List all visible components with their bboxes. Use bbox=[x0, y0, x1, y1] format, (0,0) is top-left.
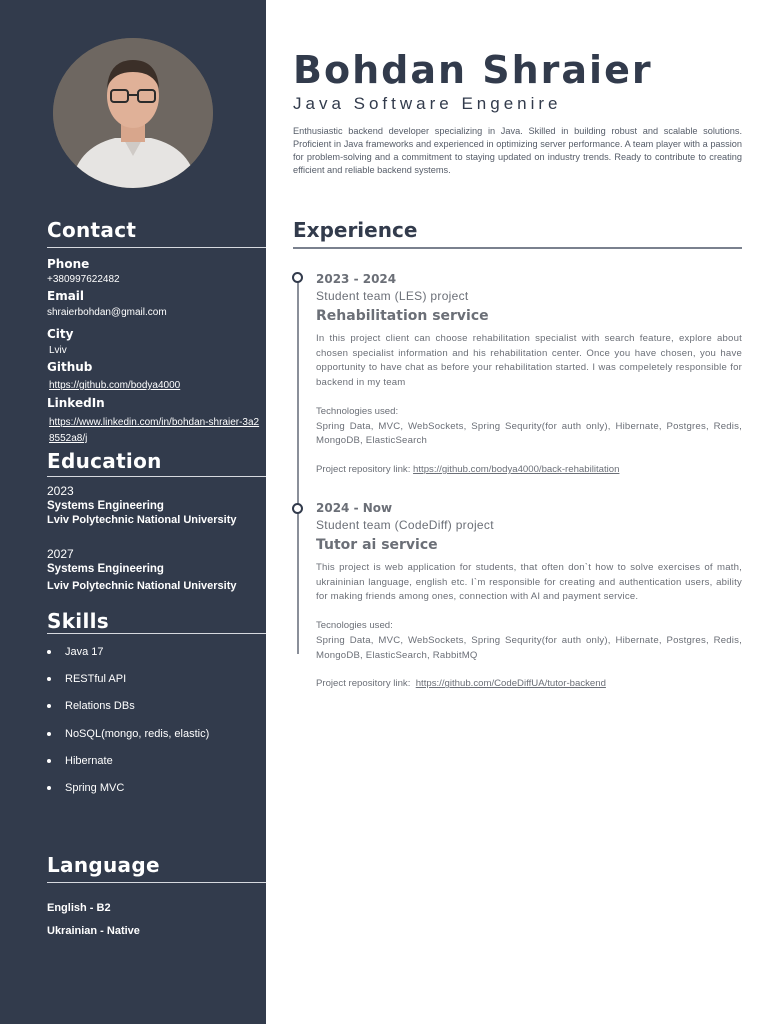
experience-entry bbox=[316, 272, 742, 478]
job-title: Rehabilitation service bbox=[316, 308, 489, 324]
skills-list bbox=[47, 643, 209, 806]
job-description: In this project client can choose rehabilitation specialist with search feature, explore about chosen specialist information and his rehabilitation center. Once you have chosen, you have opportunity to have chat as before your rehabilitation started. I was compeletely responsible for backend in my team bbox=[316, 333, 742, 389]
email-value[interactable]: shraierbohdan@gmail.com bbox=[47, 307, 167, 318]
job-title: Tutor ai service bbox=[316, 537, 438, 553]
github-label: Github bbox=[47, 360, 93, 374]
language-item: English - B2 bbox=[47, 902, 111, 914]
skill-label: Hibernate bbox=[65, 754, 113, 767]
skill-item bbox=[47, 779, 209, 806]
experience-entry bbox=[316, 501, 742, 692]
bullet-icon bbox=[47, 786, 51, 790]
bullet-icon bbox=[47, 759, 51, 763]
timeline-node-icon bbox=[292, 272, 303, 283]
education-field: Systems Engineering bbox=[47, 500, 164, 512]
education-field: Systems Engineering bbox=[47, 563, 164, 575]
skills-divider bbox=[47, 633, 266, 634]
skill-item bbox=[47, 752, 209, 779]
job-tech-label: Tecnologies used: bbox=[316, 620, 393, 632]
skill-item bbox=[47, 725, 209, 752]
education-year: 2027 bbox=[47, 547, 74, 561]
city-label: City bbox=[47, 327, 74, 341]
job-repo bbox=[316, 677, 742, 692]
education-divider bbox=[47, 476, 266, 477]
experience-divider bbox=[293, 247, 742, 249]
job-role: Java Software Engenire bbox=[293, 94, 562, 113]
education-heading: Education bbox=[47, 449, 162, 473]
language-item: Ukrainian - Native bbox=[47, 925, 140, 937]
city-value: Lviv bbox=[49, 345, 67, 356]
job-tech-list: Spring Data, MVC, WebSockets, Spring Sequrity(for auth only), Hibernate, Postgres, Redis, MongoDB, ElasticSearch bbox=[316, 420, 742, 447]
job-tech-list: Spring Data, MVC, WebSockets, Spring Sequrity(for auth only), Hibernate, Postgres, Redis, MongoDB, ElasticSearch, RabbitMQ bbox=[316, 634, 742, 661]
job-team: Student team (LES) project bbox=[316, 289, 469, 303]
skills-heading: Skills bbox=[47, 609, 109, 633]
job-tech-label: Technologies used: bbox=[316, 405, 399, 417]
education-university: Lviv Polytechnic National University bbox=[47, 514, 237, 526]
job-team: Student team (CodeDiff) project bbox=[316, 518, 494, 532]
github-link[interactable]: https://github.com/bodya4000 bbox=[49, 380, 181, 391]
phone-value: +380997622482 bbox=[47, 274, 120, 285]
job-repo bbox=[316, 463, 742, 478]
phone-label: Phone bbox=[47, 257, 90, 271]
person-name: Bohdan Shraier bbox=[293, 48, 653, 92]
experience-heading: Experience bbox=[293, 218, 418, 242]
linkedin-link[interactable]: https://www.linkedin.com/in/bohdan-shraier-3a28552a8/j bbox=[49, 417, 260, 444]
sidebar bbox=[0, 0, 266, 1024]
skill-label: Java 17 bbox=[65, 646, 104, 658]
job-period: 2023 - 2024 bbox=[316, 272, 397, 286]
bullet-icon bbox=[47, 677, 51, 681]
skill-label: Spring MVC bbox=[65, 781, 125, 794]
job-repo-link[interactable]: https://github.com/CodeDiffUA/tutor-backend bbox=[415, 678, 606, 690]
education-university: Lviv Polytechnic National University bbox=[47, 580, 237, 592]
email-label: Email bbox=[47, 289, 85, 303]
job-description: This project is web application for students, that often don`t how to solve exercises of math, ukraininian language, english etc. I`m responsible for creating and authentication users, ability for making friends among ones, connection with AI and payment service. bbox=[316, 562, 742, 603]
job-repo-link[interactable]: https://github.com/bodya4000/back-rehabilitation bbox=[413, 463, 620, 475]
skill-label: Relations DBs bbox=[65, 700, 135, 713]
profile-photo bbox=[53, 38, 213, 188]
profile-summary: Enthusiastic backend developer specializing in Java. Skilled in building robust and scalable solutions. Proficient in Java frameworks and experienced in optimizing server performance. A team player with a passion for problem-solving and a commitment to staying updated on industry trends. Ready to contribute to creating efficient and reliable backend systems. bbox=[293, 126, 742, 175]
bullet-icon bbox=[47, 650, 51, 654]
education-year: 2023 bbox=[47, 484, 74, 498]
language-heading: Language bbox=[47, 853, 160, 877]
contact-heading: Contact bbox=[47, 218, 137, 242]
job-repo-label: Project repository link: bbox=[316, 678, 416, 690]
bullet-icon bbox=[47, 704, 51, 708]
skill-label: NoSQL(mongo, redis, elastic) bbox=[65, 727, 210, 740]
job-period: 2024 - Now bbox=[316, 501, 393, 515]
bullet-icon bbox=[47, 732, 51, 736]
skill-label: RESTful API bbox=[65, 673, 127, 686]
timeline-node-icon bbox=[292, 503, 303, 514]
language-divider bbox=[47, 882, 266, 883]
skill-item bbox=[47, 670, 209, 697]
contact-divider bbox=[47, 247, 266, 248]
skill-item bbox=[47, 643, 209, 670]
linkedin-label: LinkedIn bbox=[47, 396, 105, 410]
skill-item bbox=[47, 697, 209, 724]
timeline-line bbox=[297, 282, 299, 654]
job-repo-label: Project repository link: bbox=[316, 463, 414, 475]
